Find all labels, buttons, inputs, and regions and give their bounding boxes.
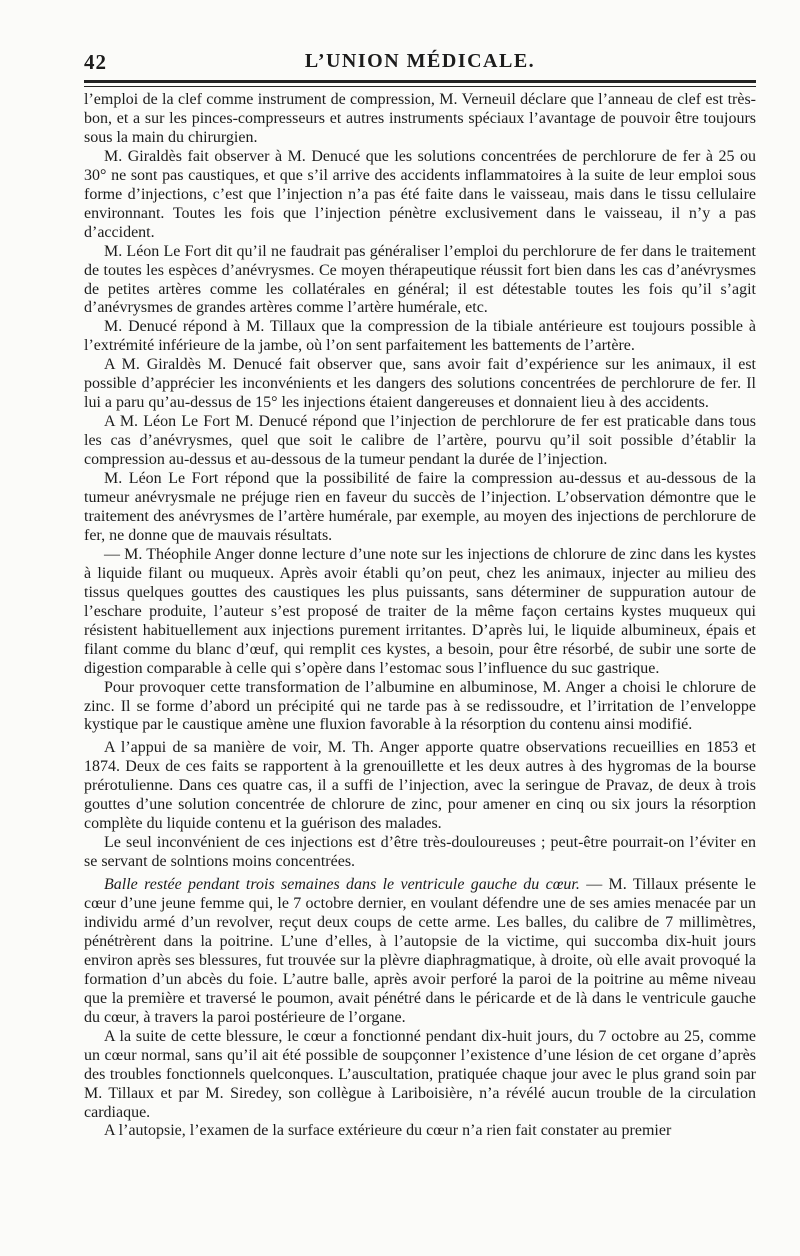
- paragraph: A M. Giraldès M. Denucé fait observer que, sans avoir fait d’expérience sur les animaux, il est possible d’apprécier les inconvénients et les dangers des solutions concentrées de perchlorure de fer. Il lui a paru qu’au-dessus de 15° les injections étaient dangereuses et donnaient lieu à des accidents.: [84, 356, 756, 412]
- paragraph: l’emploi de la clef comme instrument de compression, M. Verneuil déclare que l’anneau de clef est très-bon, et a sur les pinces-compresseurs et autres instruments spéciaux l’avantage de pouvoir être toujours sous la main du chirurgien.: [84, 91, 756, 146]
- page-header: [84, 44, 756, 84]
- page-number: 42: [84, 50, 107, 74]
- paragraph: Pour provoquer cette transformation de l’albumine en albuminose, M. Anger a choisi le chlorure de zinc. Il se forme d’abord un précipité qui ne tarde pas à se redissoudre, et l’irritation de l’enveloppe kystique par le caustique amène une fluxion favorable à la résorption du contenu ainsi modifié.: [84, 678, 756, 734]
- paragraph: A l’autopsie, l’examen de la surface extérieure du cœur n’a rien fait constater au premier: [104, 1122, 672, 1140]
- paragraph: — M. Théophile Anger donne lecture d’une note sur les injections de chlorure de zinc dans les kystes à liquide filant ou muqueux. Après avoir établi qu’on peut, chez les animaux, injecter au milieu des tissus quelques gouttes des caustiques les plus puissants, sans déterminer de suppuration autour de l’eschare produite, l’auteur s’est proposé de traiter de la même façon certains kystes muqueux qui résistent habituellement aux injections purement irritantes. D’après lui, le liquide albumineux, épais et filant comme du blanc d’œuf, qui remplit ces kystes, a besoin, pour être résorbé, de subir une sorte de digestion comparable à celle qui s’opère dans l’estomac sous l’influence du suc gastrique.: [84, 545, 756, 677]
- paragraph: M. Denucé répond à M. Tillaux que la compression de la tibiale antérieure est toujours possible à l’extrémité inférieure de la jambe, où l’on sent parfaitement les battements de l’artère.: [84, 318, 756, 355]
- header-rule-thin: [84, 86, 756, 87]
- paragraph: Le seul inconvénient de ces injections est d’être très-douloureuses ; peut-être pourrait-on l’éviter en se servant de solntions moins concentrées.: [84, 834, 756, 871]
- running-title: L’UNION MÉDICALE.: [304, 50, 536, 72]
- paragraph: M. Léon Le Fort répond que la possibilité de faire la compression au-dessus et au-dessous de la tumeur anévrysmale ne préjuge rien en faveur du succès de l’injection. L’observation démontre que le traitement des anévrysmes de l’artère humérale, par exemple, au moyen des injections de perchlorure de fer, ne donne que de mauvais résultats.: [84, 470, 756, 544]
- header-rule-thick: [84, 80, 756, 83]
- paragraph: A la suite de cette blessure, le cœur a fonctionné pendant dix-huit jours, du 7 octobre au 25, comme un cœur normal, sans qu’il ait été possible de soupçonner l’existence d’une lésion de cet organe d’après des troubles fonctionnels quelconques. L’auscultation, pratiquée chaque jour avec le plus grand soin par M. Tillaux et par M. Siredey, son collègue à Lariboisière, n’a révélé aucun trouble de la circulation cardiaque.: [84, 1027, 756, 1121]
- section-title: Balle restée pendant trois semaines dans le ventricule gauche du cœur.: [104, 876, 580, 894]
- body-text: [84, 91, 756, 1141]
- paragraph: A l’appui de sa manière de voir, M. Th. Anger apporte quatre observations recueillies en 1853 et 1874. Deux de ces faits se rapportent à la grenouillette et les deux autres à des hygromas de la bourse prérotulienne. Dans ces quatre cas, il a suffi de l’injection, avec la seringue de Pravaz, de deux à trois gouttes d’une solution concentrée de chlorure de zinc, pour amener en cinq ou six jours la résorption complète du liquide contenu et la guérison des malades.: [84, 739, 756, 833]
- paragraph: M. Giraldès fait observer à M. Denucé que les solutions concentrées de perchlorure de fer à 25 ou 30° ne sont pas caustiques, et que s’il arrive des accidents inflammatoires à la suite de leur emploi sous forme d’injections, c’est que l’injection n’a pas été faite dans le vaisseau, mais dans le tissu cellulaire environnant. Toutes les fois que l’injection pénètre exclusivement dans le vaisseau, il n’y a pas d’accident.: [84, 147, 756, 241]
- section-text: — M. Tillaux présente le cœur d’une jeune femme qui, le 7 octobre dernier, en voulant défendre une de ses amies menacée par un individu armé d’un revolver, reçut deux coups de cette arme. Les balles, du calibre de 7 millimètres, pénétrèrent dans la poitrine. L’une d’elles, à l’autopsie de la victime, qui succomba dix-huit jours environ après ses blessures, fut trouvée sur la plèvre diaphragmatique, à droite, où elle avait provoqué la formation d’un abcès du foie. L’autre balle, après avoir perforé la paroi de la poitrine au même niveau que la première et traversé le poumon, avait pénétré dans le péricarde et de là dans le ventricule gauche du cœur, à travers la paroi postérieure de l’organe.: [84, 876, 757, 1026]
- paragraph: M. Léon Le Fort dit qu’il ne faudrait pas généraliser l’emploi du perchlorure de fer dans le traitement de toutes les espèces d’anévrysmes. Ce moyen thérapeutique réussit fort bien dans les cas d’anévrysmes de petites artères comme les collatérales en général; il est détestable toutes les fois qu’il s’agit d’anévrysmes de grandes artères comme l’artère humérale, etc.: [84, 242, 756, 317]
- paragraph: A M. Léon Le Fort M. Denucé répond que l’injection de perchlorure de fer est praticable dans tous les cas d’anévrysmes, quel que soit le calibre de l’artère, pourvu qu’il soit possible d’établir la compression au-dessus et au-dessous de la tumeur pendant la durée de l’injection.: [84, 413, 756, 469]
- section-paragraph: [84, 876, 756, 1028]
